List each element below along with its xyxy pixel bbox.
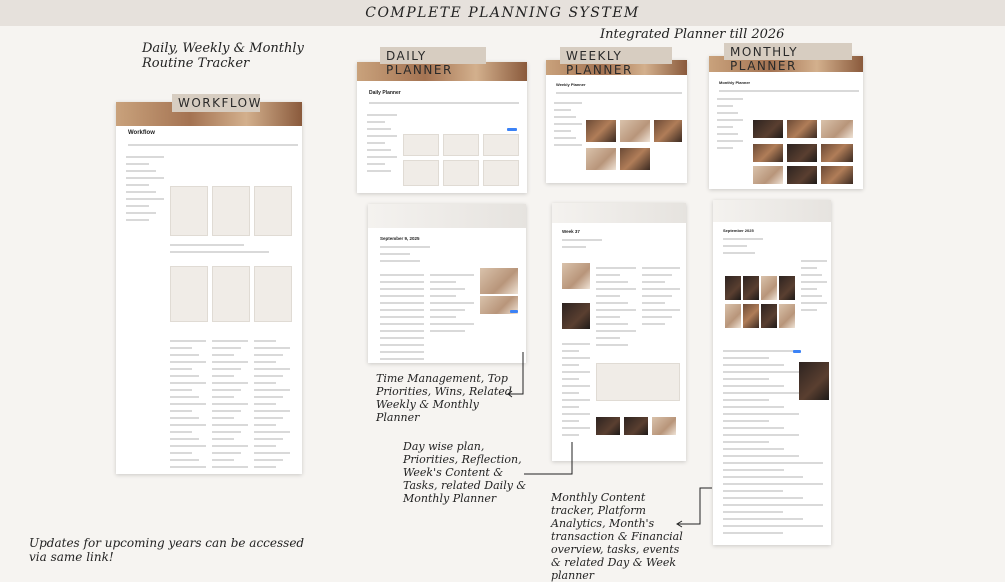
daily-page-title: September 9, 2025 <box>380 236 420 241</box>
monthly-page-cover-6 <box>743 304 759 328</box>
integrated-tagline: Integrated Planner till 2026 <box>600 27 785 42</box>
monthly-page-hero <box>713 200 831 222</box>
daily-page-screenshot <box>368 204 526 363</box>
routine-line-1: Daily, Weekly & Monthly <box>142 41 304 56</box>
weekly-cover-5 <box>620 148 650 170</box>
monthly-page-cover-5 <box>725 304 741 328</box>
monthly-cover-5 <box>787 144 817 162</box>
weekly-cover-1 <box>586 120 616 142</box>
monthly-cover-6 <box>821 144 853 162</box>
daily-sidebar <box>367 114 397 177</box>
monthly-planner-screenshot <box>709 56 863 189</box>
weekly-page-meta <box>562 239 602 253</box>
monthly-page-side-notes <box>801 260 827 316</box>
weekly-page-days <box>596 267 636 351</box>
workflow-section-2 <box>170 244 294 258</box>
monthly-page-cover-4 <box>779 276 795 300</box>
monthly-cover-7 <box>753 166 783 184</box>
monthly-cover-1 <box>753 120 783 138</box>
daily-card-1 <box>403 134 439 156</box>
workflow-screen-title: Workflow <box>128 130 155 136</box>
workflow-board-3 <box>254 186 292 236</box>
updates-note <box>29 536 304 564</box>
workflow-list-col-3 <box>254 340 290 473</box>
weekly-cover-2 <box>620 120 650 142</box>
monthly-nav <box>719 90 859 97</box>
daily-page-priorities <box>430 274 474 337</box>
workflow-list-col-2 <box>212 340 248 473</box>
workflow-card-3 <box>254 266 292 322</box>
monthly-page-tasks <box>723 462 823 539</box>
workflow-sidebar <box>126 156 164 226</box>
updates-line-2: via same link! <box>29 550 114 564</box>
weekly-page-title: Week 37 <box>562 229 580 234</box>
weekly-page-priorities <box>642 267 680 330</box>
workflow-board-1 <box>170 186 208 236</box>
routine-line-2: Routine Tracker <box>142 56 250 71</box>
header-bar <box>0 0 1005 26</box>
routine-tagline <box>142 41 304 71</box>
monthly-cover-2 <box>787 120 817 138</box>
monthly-page-callout: Monthly Content tracker, Platform Analytics, Month's transaction & Financial overview, tasks, events & related Day & Week planner <box>551 491 683 582</box>
daily-planner-label: DAILY PLANNER <box>380 47 486 64</box>
monthly-page-cover-8 <box>779 304 795 328</box>
daily-card-3 <box>483 134 519 156</box>
weekly-planner-label: WEEKLY PLANNER <box>560 47 672 64</box>
daily-planner-screenshot <box>357 62 527 193</box>
monthly-page-title: September 2025 <box>723 228 754 233</box>
workflow-card-2 <box>212 266 250 322</box>
daily-card-5 <box>443 160 479 186</box>
monthly-sidebar <box>717 98 743 154</box>
monthly-page-cover-7 <box>761 304 777 328</box>
workflow-nav-lines <box>128 144 298 151</box>
weekly-page-side-list <box>562 343 590 441</box>
monthly-page-screenshot <box>713 200 831 545</box>
workflow-label: WORKFLOW <box>172 94 260 112</box>
daily-page-new-button[interactable] <box>510 310 518 313</box>
weekly-sidebar <box>554 102 582 151</box>
workflow-board-2 <box>212 186 250 236</box>
daily-page-meta <box>380 246 430 267</box>
weekly-nav <box>556 92 682 99</box>
daily-screen-title: Daily Planner <box>369 90 401 96</box>
monthly-planner-label: MONTHLY PLANNER <box>724 43 852 60</box>
weekly-cover-4 <box>586 148 616 170</box>
monthly-cover-3 <box>821 120 853 138</box>
monthly-page-transactions <box>723 350 799 476</box>
updates-line-1: Updates for upcoming years can be accessed <box>29 536 305 550</box>
monthly-page-cover-3 <box>761 276 777 300</box>
monthly-page-new-button[interactable] <box>793 350 801 353</box>
daily-new-button[interactable] <box>507 128 517 131</box>
workflow-card-1 <box>170 266 208 322</box>
daily-page-callout: Time Management, Top Priorities, Wins, Related Weekly & Monthly Planner <box>376 372 512 424</box>
monthly-screen-title: Monthly Planner <box>719 80 751 85</box>
monthly-cover-8 <box>787 166 817 184</box>
daily-card-2 <box>443 134 479 156</box>
page-title: COMPLETE PLANNING SYSTEM <box>365 5 640 21</box>
daily-nav <box>369 102 519 109</box>
monthly-cover-9 <box>821 166 853 184</box>
weekly-page-screenshot <box>552 203 686 461</box>
daily-page-photo-1 <box>480 268 518 294</box>
daily-card-6 <box>483 160 519 186</box>
weekly-page-callout: Day wise plan, Priorities, Reflection, Week's Content & Tasks, related Daily & Monthly Planner <box>403 440 527 505</box>
weekly-page-photo-1 <box>562 263 590 289</box>
weekly-page-content-2 <box>624 417 648 435</box>
weekly-page-photo-2 <box>562 303 590 329</box>
daily-card-4 <box>403 160 439 186</box>
weekly-page-content-1 <box>596 417 620 435</box>
weekly-page-hero <box>552 203 686 223</box>
monthly-page-photo <box>799 362 829 400</box>
weekly-page-content-board <box>596 363 680 401</box>
monthly-page-cover-1 <box>725 276 741 300</box>
workflow-screenshot <box>116 102 302 474</box>
weekly-cover-3 <box>654 120 682 142</box>
weekly-page-content-3 <box>652 417 676 435</box>
workflow-list-col-1 <box>170 340 206 473</box>
daily-page-hero <box>368 204 526 228</box>
weekly-screen-title: Weekly Planner <box>556 82 586 87</box>
monthly-page-cover-2 <box>743 276 759 300</box>
weekly-planner-screenshot <box>546 60 687 183</box>
daily-page-time-table <box>380 274 424 365</box>
monthly-page-meta <box>723 238 763 259</box>
monthly-cover-4 <box>753 144 783 162</box>
